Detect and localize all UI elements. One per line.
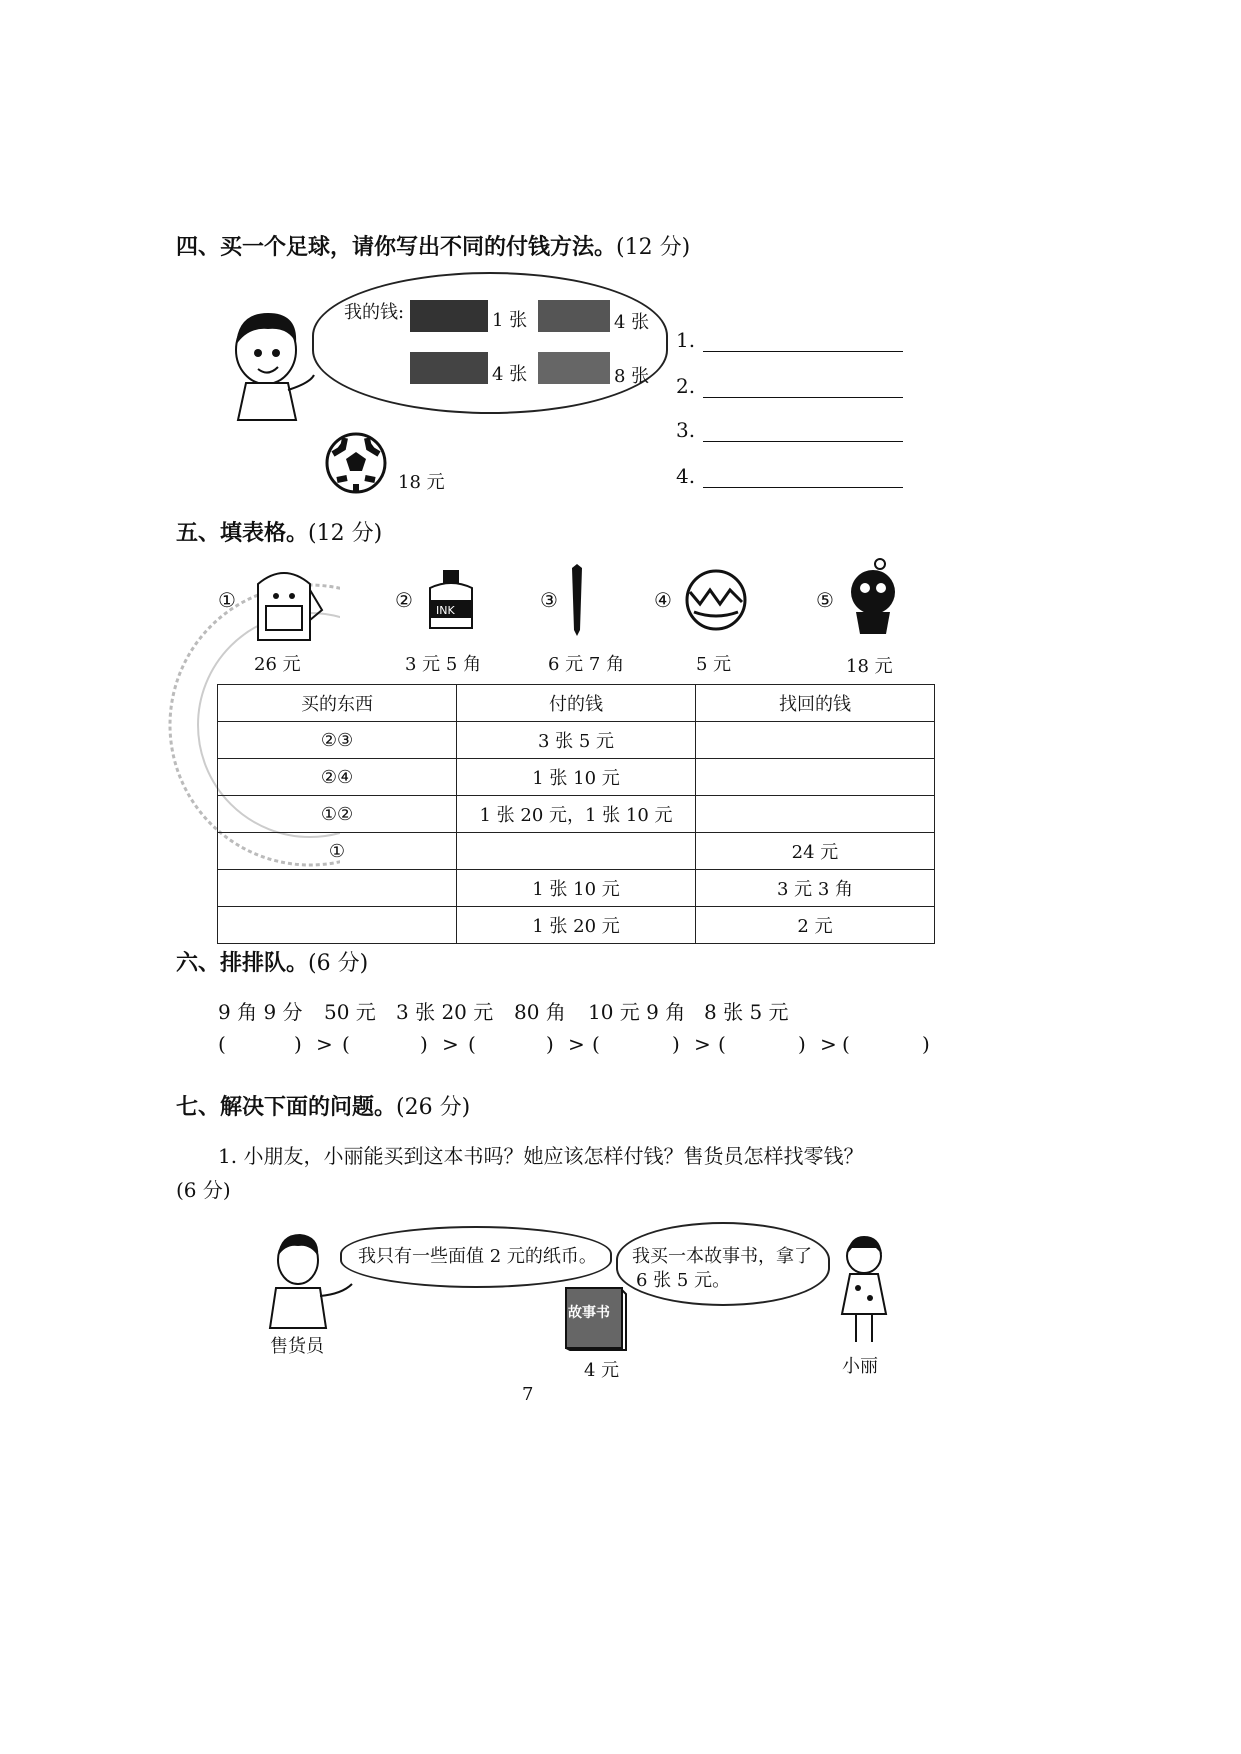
section-5-title — [176, 516, 382, 547]
header-items-bought: 买的东西 — [218, 685, 457, 722]
money-count-3: 4 张 — [492, 364, 528, 385]
answer-number-4: 4. — [676, 464, 696, 488]
item-3-price: 6 元 7 角 — [548, 654, 625, 675]
greater-than: > — [568, 1032, 585, 1056]
girl-speech-line-2: 6 张 5 元。 — [636, 1270, 731, 1291]
section-7-title — [176, 1090, 470, 1121]
close-paren: ) — [672, 1032, 680, 1056]
girl-speech-line-1: 我买一本故事书，拿了 — [632, 1246, 812, 1267]
open-paren: ( — [342, 1032, 350, 1056]
money-count-2: 4 张 — [614, 312, 650, 333]
section-4-title-text: 四、买一个足球，请你写出不同的付钱方法。 — [176, 235, 617, 260]
one-yuan-coin-note-image — [538, 352, 610, 384]
question-1-text: 1. 小朋友，小丽能买到这本书吗？她应该怎样付钱？售货员怎样找零钱？ — [218, 1144, 864, 1168]
table-cell: 2 元 — [696, 907, 935, 944]
ball-price: 18 元 — [398, 472, 445, 493]
value-1: 9 角 9 分 — [218, 1000, 303, 1024]
money-count-1: 1 张 — [492, 310, 528, 331]
close-paren: ) — [798, 1032, 806, 1056]
close-paren: ) — [922, 1032, 930, 1056]
section-4-points: (12 分) — [616, 235, 691, 260]
table-row — [218, 870, 935, 907]
open-paren: ( — [842, 1032, 850, 1056]
table-row — [218, 907, 935, 944]
my-money-label: 我的钱: — [344, 302, 405, 323]
item-1-price: 26 元 — [254, 654, 301, 675]
table-cell[interactable] — [696, 759, 935, 796]
open-paren: ( — [218, 1032, 226, 1056]
answer-blank-4[interactable] — [703, 469, 903, 488]
table-cell[interactable] — [696, 722, 935, 759]
table-cell[interactable] — [218, 907, 457, 944]
open-paren: ( — [718, 1032, 726, 1056]
answer-blank-3[interactable] — [703, 423, 903, 442]
table-cell: 1 张 20 元，1 张 10 元 — [457, 796, 696, 833]
svg-text:INK: INK — [436, 604, 455, 617]
question-1-points: (6 分) — [176, 1178, 231, 1202]
table-cell: ① — [218, 833, 457, 870]
greater-than: > — [442, 1032, 459, 1056]
item-5-price: 18 元 — [846, 656, 893, 677]
answer-row-4 — [676, 464, 903, 488]
pen-icon — [568, 562, 586, 638]
greater-than: > — [316, 1032, 333, 1056]
soccer-ball-icon — [325, 432, 387, 494]
table-cell: ①② — [218, 796, 457, 833]
ball-icon — [684, 568, 748, 632]
section-5-points: (12 分) — [308, 521, 383, 546]
item-2-number: ② — [395, 588, 413, 612]
value-6: 8 张 5 元 — [704, 1000, 789, 1024]
answer-blank-1[interactable] — [703, 333, 903, 352]
table-cell: 24 元 — [696, 833, 935, 870]
table-cell: 1 张 10 元 — [457, 870, 696, 907]
girl-name: 小丽 — [842, 1356, 878, 1377]
header-change: 找回的钱 — [696, 685, 935, 722]
section-4-title — [176, 230, 690, 261]
table-cell: 1 张 10 元 — [457, 759, 696, 796]
my-money-cloud — [312, 272, 668, 414]
item-1-number: ① — [218, 588, 236, 612]
answer-row-2 — [676, 374, 903, 398]
table-cell[interactable] — [457, 833, 696, 870]
one-yuan-note-image — [410, 352, 488, 384]
ink-bottle-icon — [424, 568, 478, 634]
item-3-number: ③ — [540, 588, 558, 612]
table-row — [218, 833, 935, 870]
value-5: 10 元 9 角 — [588, 1000, 686, 1024]
open-paren: ( — [468, 1032, 476, 1056]
money-count-4: 8 张 — [614, 366, 650, 387]
section-7-points: (26 分) — [396, 1095, 471, 1120]
table-row — [218, 759, 935, 796]
close-paren: ) — [546, 1032, 554, 1056]
table-row — [218, 796, 935, 833]
page-number: 7 — [522, 1384, 534, 1405]
item-2-price: 3 元 5 角 — [405, 654, 482, 675]
section-6-title — [176, 946, 368, 977]
table-cell: 3 元 3 角 — [696, 870, 935, 907]
table-cell: ②④ — [218, 759, 457, 796]
answer-row-3 — [676, 418, 903, 442]
section-6-points: (6 分) — [308, 951, 369, 976]
greater-than: > — [694, 1032, 711, 1056]
table-cell: 1 张 20 元 — [457, 907, 696, 944]
answer-number-1: 1. — [676, 328, 696, 352]
clerk-speech-text: 我只有一些面值 2 元的纸币。 — [358, 1246, 597, 1267]
schoolbag-icon — [244, 560, 324, 646]
table-cell: 3 张 5 元 — [457, 722, 696, 759]
section-6-title-text: 六、排排队。 — [176, 951, 309, 976]
value-4: 80 角 — [514, 1000, 566, 1024]
purchase-table — [217, 684, 935, 944]
value-2: 50 元 — [324, 1000, 376, 1024]
table-cell[interactable] — [696, 796, 935, 833]
item-5-number: ⑤ — [816, 588, 834, 612]
close-paren: ) — [294, 1032, 302, 1056]
header-paid: 付的钱 — [457, 685, 696, 722]
answer-number-2: 2. — [676, 374, 696, 398]
answer-number-3: 3. — [676, 418, 696, 442]
table-row — [218, 722, 935, 759]
twenty-yuan-note-image — [410, 300, 488, 332]
toy-doll-icon — [846, 556, 900, 640]
close-paren: ) — [420, 1032, 428, 1056]
boy-illustration — [218, 305, 318, 423]
section-5-title-text: 五、填表格。 — [176, 521, 309, 546]
section-7-title-text: 七、解决下面的问题。 — [176, 1095, 397, 1120]
value-3: 3 张 20 元 — [396, 1000, 494, 1024]
open-paren: ( — [592, 1032, 600, 1056]
book-price: 4 元 — [584, 1360, 620, 1381]
item-4-number: ④ — [654, 588, 672, 612]
clerk-illustration — [262, 1230, 358, 1330]
table-header-row — [218, 685, 935, 722]
girl-illustration — [836, 1232, 894, 1348]
table-cell: ②③ — [218, 722, 457, 759]
book-label: 故事书 — [568, 1305, 610, 1321]
table-cell[interactable] — [218, 870, 457, 907]
clerk-name: 售货员 — [270, 1336, 324, 1357]
answer-blank-2[interactable] — [703, 379, 903, 398]
answer-row-1 — [676, 328, 903, 352]
five-yuan-note-image — [538, 300, 610, 332]
item-4-price: 5 元 — [696, 654, 732, 675]
greater-than: > — [820, 1032, 837, 1056]
